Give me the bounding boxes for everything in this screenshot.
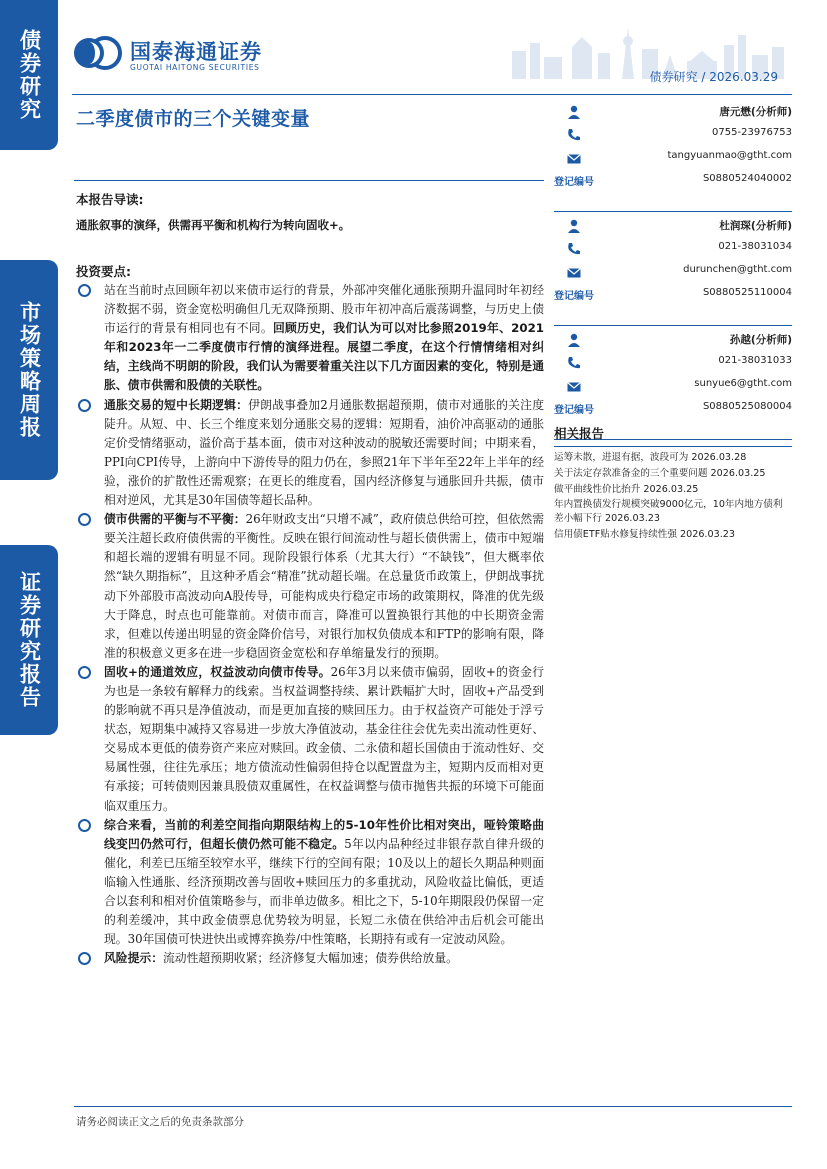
analyst-email[interactable]: sunyue6@gtht.com [694,378,792,389]
point-lead: 债市供需的平衡与不平衡： [104,512,246,527]
email-icon [566,379,582,395]
analyst-phone: 021-38031033 [718,355,792,366]
bullet-icon [78,952,91,965]
guide-heading: 本报告导读: [76,192,144,207]
analyst-card [554,104,792,212]
analyst-phone: 0755-23976753 [712,127,792,138]
bullet-icon [78,666,91,679]
analyst-name: 杜润琛(分析师) [719,220,792,232]
point-lead: 固收+的通道效应，权益波动向债市传导。 [104,664,331,679]
analyst-name: 孙越(分析师) [729,334,792,346]
point-text: 伊朗战事叠加2月通胀数据超预期，债市对通胀的关注度陡升。从短、中、长三个维度来划分通胀交易的逻辑：短期看，油价冲高驱动的通胀定价受情绪驱动，溢价高于基本面，债市对这种波动的脱敏还需要时间；中期来看，PPI向CPI传导，上游向中下游传导的阻力仍在，参照21年下半年至22年上半年的经验，涨价的扩散性还需观察；在更长的维度看，国内经济修复与通胀回升共振，债市相对逆风，尤其是30年国债等超长品种。 [104,397,544,508]
registration-label: 登记编号 [554,405,594,416]
bullet-icon [78,284,91,297]
analyst-card [554,218,792,326]
analyst-panel [554,104,792,440]
page-title: 二季度债市的三个关键变量 [76,108,311,130]
bullet-icon [78,513,91,526]
phone-icon [566,127,582,143]
list-item [76,281,544,396]
email-icon [566,151,582,167]
point-highlight: 回顾历史，我们认为可以对比参照2019年、2021年和2023年一二季度债市行情的演绎进程。展望二季度，在这个行情情绪相对纠结，主线尚不明朗的阶段，我们认为需要着重关注以下几方面因素的变化，特别是通胀、债市供需和股债的关联性。 [104,321,544,393]
company-logo-icon [72,36,122,70]
related-report-link[interactable]: 做平曲线性价比抬升 2026.03.25 [554,483,699,495]
phone-icon [566,241,582,257]
list-item [76,949,544,968]
point-text: 站在当前时点回顾年初以来债市运行的背景，外部冲突催化通胀预期升温同时年初经济数据不弱，资金宽松明确但几无双降预期、股市年初冲高后震荡调整，与历史上债市运行的背景有相同也有不同。 [104,283,544,336]
related-heading: 相关报告 [554,424,792,447]
sidebar-tag-securities-report: 证券研究报告 [0,545,58,735]
list-item [76,816,544,950]
report-category-date: 债券研究 / 2026.03.29 [649,70,778,84]
left-sidebar [0,0,58,1169]
person-icon [566,332,582,348]
company-name-cn: 国泰海通证券 [130,40,262,64]
phone-icon [566,355,582,371]
analyst-name: 唐元懋(分析师) [719,106,792,118]
person-icon [566,104,582,120]
person-icon [566,218,582,234]
registration-number: S0880524040002 [702,173,792,184]
footer-divider [74,1106,792,1107]
main-divider [74,180,544,181]
company-name-en: GUOTAI HAITONG SECURITIES [130,63,260,72]
point-text: 流动性超预期收紧；经济修复大幅加速；债券供给放量。 [163,951,458,966]
analyst-email[interactable]: tangyuanmao@gtht.com [667,150,792,161]
disclaimer-note: 请务必阅读正文之后的免责条款部分 [76,1116,244,1128]
registration-label: 登记编号 [554,177,594,188]
analyst-email[interactable]: durunchen@gtht.com [683,264,792,275]
related-report-link[interactable]: 年内置换债发行规模突破9000亿元，10年内地方债利差小幅下行 2026.03.23 [554,499,783,525]
related-list [554,451,792,542]
related-reports [554,424,792,544]
related-report-link[interactable]: 运筹未散，进退有据，波段可为 2026.03.28 [554,452,747,463]
registration-number: S0880525110004 [702,287,792,298]
bullet-icon [78,819,91,832]
registration-label: 登记编号 [554,291,594,302]
related-report-link[interactable]: 信用债ETF贴水修复持续性强 2026.03.23 [554,528,735,540]
sidebar-tag-bond-research: 债券研究 [0,0,58,150]
list-item [76,510,544,663]
point-lead: 通胀交易的短中长期逻辑： [104,397,249,412]
investment-points-list [76,281,544,968]
point-text: 26年3月以来债市偏弱，固收+的资金行为也是一条较有解释力的线索。当权益调整持续、累计跌幅扩大时，固收+产品受到的影响就不再只是净值波动，而是更加直接的赎回压力。由于权益资产可能处于浮亏状态，短期集中减持又容易进一步放大净值波动，基金往往会优先卖出流动性更好、交易成本更低的债券资产来应对赎回。政金债、二永债和超长国债由于流动性好、交易属性强，往往先承压；地方债流动性偏弱但持仓以配置盘为主，短期内反而相对更有承接；可转债则因兼具股债双重属性，在权益调整与债市抛售共振的环境下可能面临双重压力。 [104,664,544,813]
email-icon [566,265,582,281]
list-item [76,663,544,816]
header-divider [72,94,792,95]
registration-number: S0880525080004 [702,401,792,412]
guide-text: 通胀叙事的演绎，供需再平衡和机构行为转向固收+。 [76,218,351,232]
point-text: 26年财政支出“只增不减”，政府债总供给可控，但依然需要关注超长政府债供需的平衡性。反映在银行间流动性与超长债供需上，债市中短端和超长端的逻辑有明显不同。现阶段银行体系（尤其大行）“不缺钱”，但大概率依然“缺久期指标”，且这种矛盾会“精准”扰动超长端。在总量货币政策上，伊朗战事扰动下外部股市高波动向A股传导，可能构成央行稳定市场的政策期权，降准的优先级大于降息，时点也可能靠前。对债市而言，降准可以置换银行其他的中长期资金需求，但难以传递出明显的资金降价信号，对银行加权负债成本和FTP的影响有限，降准的积极意义更多在进一步稳固资金宽松和存单缩量发行的预期。 [104,512,544,660]
page-header [72,32,792,92]
sidebar-tag-market-strategy: 市场策略周报 [0,260,58,480]
point-lead: 风险提示： [104,951,163,966]
list-item [76,396,544,511]
related-report-link[interactable]: 关于法定存款准备金的三个重要问题 2026.03.25 [554,467,766,479]
points-heading: 投资要点: [76,264,131,279]
bullet-icon [78,399,91,412]
analyst-phone: 021-38031034 [718,241,792,252]
point-text: 5年以内品种经过非银存款自律升级的催化，利差已压缩至较窄水平，继续下行的空间有限；10及以上的超长久期品种则面临输入性通胀、经济预期改善与固收+赎回压力的多重扰动，风险收益比偏低，更适合以套利和相对价值策略参与，而非单边做多。相比之下，5-10年期限段仍保留一定的利差缓冲，其中政金债票息优势较为明显，长短二永债在供给冲击后机会可能出现。30年国债可快进快出或博弈换券/中性策略，长期持有或有一定波动风险。 [104,836,544,947]
point-highlight: 综合来看，当前的利差空间指向期限结构上的5-10年性价比相对突出，哑铃策略曲线变凹仍然可行，但超长债仍然可能不稳定。 [104,817,544,851]
